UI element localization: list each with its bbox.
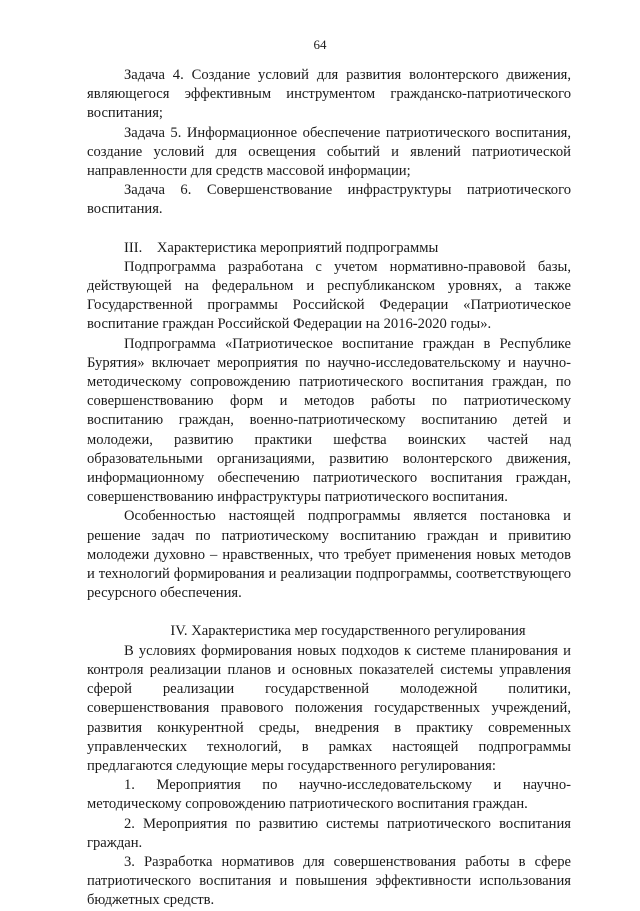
section-4-item-2: 2. Мероприятия по развитию системы патриотического воспитания граждан. [87, 815, 571, 851]
section-3-heading: III. Характеристика мероприятий подпрограммы [124, 239, 439, 256]
section-4-paragraph-1: В условиях формирования новых подходов к системе планирования и контроля реализации планов и основных показателей системы управления сферой реализации государственной молодежной политики, совершенствования правового положения государственных учреждений, развития конкурентной среды, внедрения в практику современных управленческих технологий, в рамках настоящей подпрограммы предлагаются следующие меры государственного регулирования: [87, 642, 571, 774]
section-3-paragraph-2: Подпрограмма «Патриотическое воспитание граждан в Республике Бурятия» включает мероприятия по научно-исследовательскому и научно-методическому сопровождению патриотического воспитания граждан, по совершенствованию форм и методов работы по патриотическому воспитанию граждан, военно-патриотическому воспитанию детей и молодежи, развитию практики шефства воинских частей над образовательными организациями, развитию волонтерского движения, информационному обеспечению патриотического воспитания граждан, совершенствованию инфраструктуры патриотического воспитания. [87, 335, 571, 506]
spacer [87, 603, 571, 622]
page-body [87, 66, 571, 911]
paragraph-task-5: Задача 5. Информационное обеспечение патриотического воспитания, создание условий для освещения событий и явлений патриотической направленности для средств массовой информации; [87, 124, 571, 180]
section-3-paragraph-3: Особенностью настоящей подпрограммы является постановка и решение задач по патриотическому воспитанию граждан и привитию молодежи духовно – нравственных, что требует применения новых методов и технологий формирования и реализации подпрограммы, соответствующего ресурсного обеспечения. [87, 508, 571, 602]
section-4-item-3: 3. Разработка нормативов для совершенствования работы в сфере патриотического воспитания и повышения эффективности использования бюджетных средств. [87, 853, 571, 909]
section-3-paragraph-1: Подпрограмма разработана с учетом нормативно-правовой базы, действующей на федеральном и республиканском уровнях, а также Государственной программы Российской Федерации «Патриотическое воспитание граждан Российской Федерации на 2016-2020 годы». [87, 258, 571, 333]
section-4-item-1: 1. Мероприятия по научно-исследовательскому и научно-методическому сопровождению патриотического воспитания граждан. [87, 777, 571, 813]
page-number: 64 [313, 37, 327, 52]
paragraph-task-6: Задача 6. Совершенствование инфраструктуры патриотического воспитания. [87, 182, 571, 218]
paragraph-task-4: Задача 4. Создание условий для развития волонтерского движения, являющегося эффективным инструментом гражданско-патриотического воспитания; [87, 67, 571, 122]
section-4-heading: IV. Характеристика мер государственного регулирования [170, 623, 526, 640]
spacer [87, 220, 571, 239]
